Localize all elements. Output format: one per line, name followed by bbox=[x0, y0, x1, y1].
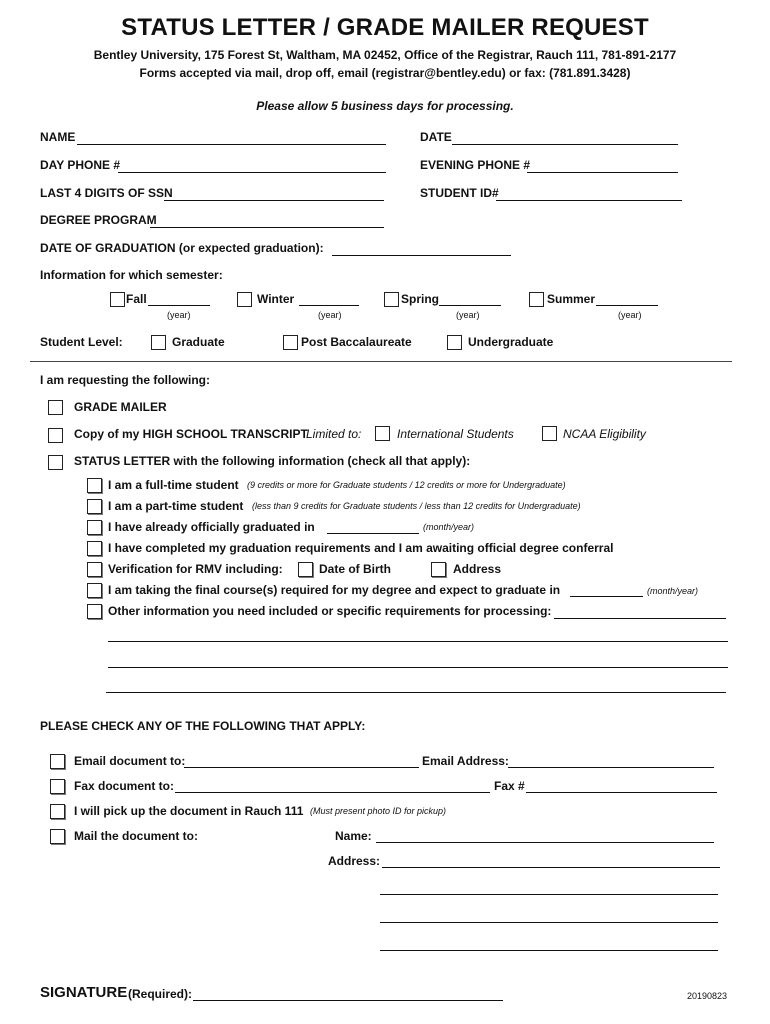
mail-name-label: Name: bbox=[335, 829, 372, 843]
mail-address-field[interactable] bbox=[382, 867, 720, 868]
summer-checkbox[interactable] bbox=[529, 292, 544, 307]
spring-label: Spring bbox=[401, 292, 439, 306]
date-field[interactable] bbox=[452, 144, 678, 145]
other-info-label: Other information you need included or specific requirements for processing: bbox=[108, 604, 552, 618]
other-info-line-4[interactable] bbox=[106, 692, 726, 693]
pickup-checkbox[interactable] bbox=[50, 804, 65, 819]
full-time-label: I am a full-time student bbox=[108, 478, 239, 492]
other-info-checkbox[interactable] bbox=[87, 604, 102, 619]
mail-name-field[interactable] bbox=[376, 842, 714, 843]
address-checkbox[interactable] bbox=[431, 562, 446, 577]
final-courses-date-field[interactable] bbox=[570, 596, 643, 597]
grade-mailer-checkbox[interactable] bbox=[48, 400, 63, 415]
limited-to-label: Limited to: bbox=[306, 427, 362, 441]
name-label: NAME bbox=[40, 130, 76, 144]
spring-year-field[interactable] bbox=[439, 305, 501, 306]
transcript-label: Copy of my HIGH SCHOOL TRANSCRIPT bbox=[74, 427, 308, 441]
section-divider bbox=[30, 361, 732, 362]
mail-doc-checkbox[interactable] bbox=[50, 829, 65, 844]
ncaa-checkbox[interactable] bbox=[542, 426, 557, 441]
awaiting-conferral-checkbox[interactable] bbox=[87, 541, 102, 556]
international-label: International Students bbox=[397, 427, 514, 441]
undergraduate-checkbox[interactable] bbox=[447, 335, 462, 350]
degree-program-field[interactable] bbox=[150, 227, 384, 228]
fall-year-field[interactable] bbox=[148, 305, 210, 306]
winter-label: Winter bbox=[257, 292, 295, 306]
date-label: DATE bbox=[420, 130, 452, 144]
fall-checkbox[interactable] bbox=[110, 292, 125, 307]
day-phone-label: DAY PHONE # bbox=[40, 158, 121, 172]
semester-label: Information for which semester: bbox=[40, 268, 223, 282]
request-heading: I am requesting the following: bbox=[40, 373, 211, 387]
office-address: Bentley University, 175 Forest St, Waltham, MA 02452, Office of the Registrar, Rauch 111, 781-891-2177 bbox=[93, 48, 677, 62]
fax-number-label: Fax # bbox=[494, 779, 525, 793]
mail-address-label: Address: bbox=[328, 854, 381, 868]
final-courses-date-hint: (month/year) bbox=[647, 586, 699, 596]
part-time-note: (less than 9 credits for Graduate students / less than 12 credits for Undergraduate) bbox=[252, 501, 581, 511]
date-of-birth-label: Date of Birth bbox=[319, 562, 391, 576]
graduated-date-field[interactable] bbox=[327, 533, 419, 534]
email-doc-checkbox[interactable] bbox=[50, 754, 65, 769]
spring-checkbox[interactable] bbox=[384, 292, 399, 307]
graduation-field[interactable] bbox=[332, 255, 511, 256]
fax-number-field[interactable] bbox=[526, 792, 717, 793]
name-field[interactable] bbox=[77, 144, 386, 145]
student-id-label: STUDENT ID# bbox=[420, 186, 499, 200]
rmv-checkbox[interactable] bbox=[87, 562, 102, 577]
status-letter-label: STATUS LETTER with the following information (check all that apply): bbox=[74, 454, 471, 468]
fall-year-hint: (year) bbox=[167, 310, 191, 320]
transcript-checkbox[interactable] bbox=[48, 428, 63, 443]
graduate-label: Graduate bbox=[172, 335, 225, 349]
summer-label: Summer bbox=[547, 292, 596, 306]
other-info-line-3[interactable] bbox=[108, 667, 728, 668]
address-label: Address bbox=[453, 562, 502, 576]
fax-doc-checkbox[interactable] bbox=[50, 779, 65, 794]
day-phone-field[interactable] bbox=[118, 172, 386, 173]
winter-year-field[interactable] bbox=[299, 305, 359, 306]
summer-year-hint: (year) bbox=[618, 310, 642, 320]
email-address-field[interactable] bbox=[508, 767, 714, 768]
mail-address-line-4[interactable] bbox=[380, 950, 718, 951]
form-code: 20190823 bbox=[687, 991, 728, 1001]
signature-label: SIGNATURE bbox=[40, 984, 128, 1001]
part-time-label: I am a part-time student bbox=[108, 499, 244, 513]
awaiting-conferral-label: I have completed my graduation requirements and I am awaiting official degree conferral bbox=[108, 541, 614, 555]
student-level-label: Student Level: bbox=[40, 335, 123, 349]
final-courses-checkbox[interactable] bbox=[87, 583, 102, 598]
international-checkbox[interactable] bbox=[375, 426, 390, 441]
undergraduate-label: Undergraduate bbox=[468, 335, 554, 349]
winter-year-hint: (year) bbox=[318, 310, 342, 320]
graduated-label: I have already officially graduated in bbox=[108, 520, 315, 534]
email-doc-label: Email document to: bbox=[74, 754, 186, 768]
spring-year-hint: (year) bbox=[456, 310, 480, 320]
rmv-label: Verification for RMV including: bbox=[108, 562, 283, 576]
email-address-label: Email Address: bbox=[422, 754, 509, 768]
other-info-field[interactable] bbox=[554, 618, 726, 619]
signature-field[interactable] bbox=[193, 1000, 503, 1001]
summer-year-field[interactable] bbox=[596, 305, 658, 306]
grade-mailer-label: GRADE MAILER bbox=[74, 400, 167, 414]
date-of-birth-checkbox[interactable] bbox=[298, 562, 313, 577]
pickup-note: (Must present photo ID for pickup) bbox=[310, 806, 447, 816]
part-time-checkbox[interactable] bbox=[87, 499, 102, 514]
page-title: STATUS LETTER / GRADE MAILER REQUEST bbox=[121, 14, 649, 41]
degree-program-label: DEGREE PROGRAM bbox=[40, 213, 157, 227]
submission-info: Forms accepted via mail, drop off, email (registrar@bentley.edu) or fax: (781.891.3428) bbox=[139, 66, 631, 80]
ncaa-label: NCAA Eligibility bbox=[563, 427, 646, 441]
winter-checkbox[interactable] bbox=[237, 292, 252, 307]
mail-doc-label: Mail the document to: bbox=[74, 829, 198, 843]
fax-doc-label: Fax document to: bbox=[74, 779, 175, 793]
pickup-label: I will pick up the document in Rauch 111 bbox=[74, 804, 304, 818]
other-info-line-2[interactable] bbox=[108, 641, 728, 642]
student-id-field[interactable] bbox=[496, 200, 682, 201]
delivery-heading: PLEASE CHECK ANY OF THE FOLLOWING THAT APPLY: bbox=[40, 719, 366, 733]
status-letter-checkbox[interactable] bbox=[48, 455, 63, 470]
ssn-label: LAST 4 DIGITS OF SSN bbox=[40, 186, 173, 200]
full-time-note: (9 credits or more for Graduate students / 12 credits or more for Undergraduate) bbox=[247, 480, 566, 490]
fall-label: Fall bbox=[126, 292, 147, 306]
email-recipient-field[interactable] bbox=[184, 767, 419, 768]
post-baccalaureate-checkbox[interactable] bbox=[283, 335, 298, 350]
fax-recipient-field[interactable] bbox=[175, 792, 490, 793]
graduated-date-hint: (month/year) bbox=[423, 522, 475, 532]
signature-required: (Required): bbox=[128, 987, 192, 1001]
graduate-checkbox[interactable] bbox=[151, 335, 166, 350]
mail-address-line-2[interactable] bbox=[380, 894, 718, 895]
evening-phone-label: EVENING PHONE # bbox=[420, 158, 531, 172]
processing-notice: Please allow 5 business days for processing. bbox=[256, 99, 514, 113]
full-time-checkbox[interactable] bbox=[87, 478, 102, 493]
graduation-label: DATE OF GRADUATION (or expected graduation): bbox=[40, 241, 324, 255]
mail-address-line-3[interactable] bbox=[380, 922, 718, 923]
graduated-checkbox[interactable] bbox=[87, 520, 102, 535]
evening-phone-field[interactable] bbox=[527, 172, 678, 173]
ssn-field[interactable] bbox=[164, 200, 384, 201]
final-courses-label: I am taking the final course(s) required for my degree and expect to graduate in bbox=[108, 583, 561, 597]
post-baccalaureate-label: Post Baccalaureate bbox=[301, 335, 412, 349]
